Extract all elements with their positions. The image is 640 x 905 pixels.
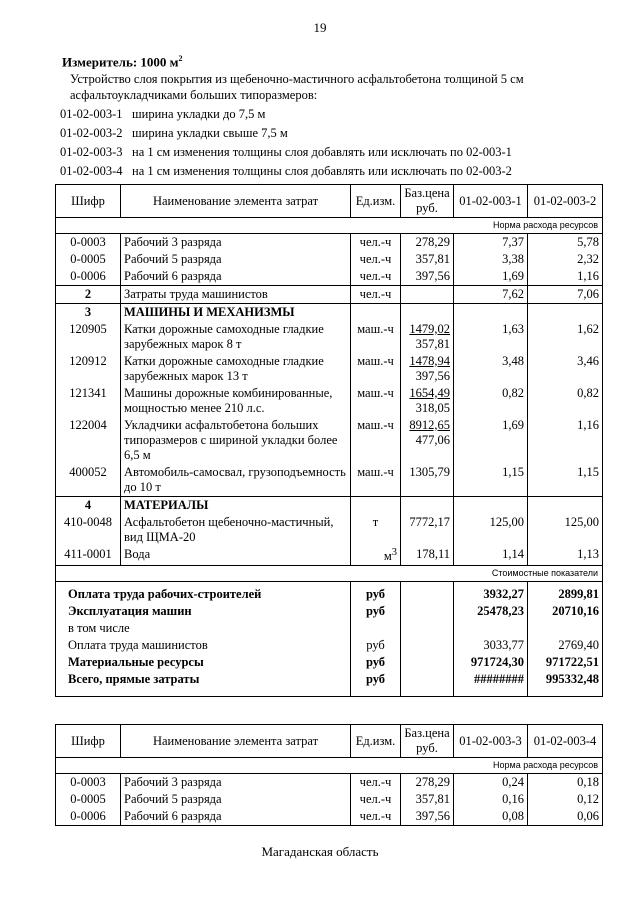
empty-cell bbox=[401, 496, 454, 514]
summary-v2: 995332,48 bbox=[528, 671, 603, 697]
empty-cell bbox=[454, 303, 528, 321]
row-name: Рабочий 3 разряда bbox=[121, 773, 351, 791]
row-v2: 125,00 bbox=[528, 514, 603, 546]
row-v2: 0,12 bbox=[528, 791, 603, 808]
row-v2: 1,62 bbox=[528, 321, 603, 353]
row-name: Укладчики асфальтобетона больших типоразмеров с шириной укладки более 6,5 м bbox=[121, 417, 351, 464]
row-v2: 0,18 bbox=[528, 773, 603, 791]
summary-v1 bbox=[454, 620, 528, 637]
header-v2: 01-02-003-4 bbox=[528, 725, 603, 758]
summary-name: Всего, прямые затраты bbox=[56, 671, 351, 697]
row-code: 400052 bbox=[56, 464, 121, 497]
row-unit: чел.-ч bbox=[351, 808, 401, 826]
empty-cell bbox=[528, 303, 603, 321]
row-unit: чел.-ч bbox=[351, 268, 401, 286]
table-header-row bbox=[56, 185, 603, 218]
summary-row bbox=[56, 637, 603, 654]
row-unit: маш.-ч bbox=[351, 385, 401, 417]
table-row bbox=[56, 773, 603, 791]
table-row bbox=[56, 353, 603, 385]
table-row bbox=[56, 791, 603, 808]
row-name: Затраты труда машинистов bbox=[121, 285, 351, 303]
row-v1: 0,24 bbox=[454, 773, 528, 791]
row-name: Рабочий 6 разряда bbox=[121, 268, 351, 286]
row-code: 0-0005 bbox=[56, 251, 121, 268]
row-name: Рабочий 5 разряда bbox=[121, 791, 351, 808]
code-description: ширина укладки до 7,5 м bbox=[132, 107, 266, 121]
row-name: Автомобиль-самосвал, грузоподъемность до 10 т bbox=[121, 464, 351, 497]
header-code: Шифр bbox=[56, 725, 121, 758]
row-unit: чел.-ч bbox=[351, 233, 401, 251]
footer-region: Магаданская область bbox=[261, 844, 379, 859]
code-id: 01-02-003-3 bbox=[60, 145, 123, 159]
row-name: Асфальтобетон щебеночно-мастичный, вид ЩМА-20 bbox=[121, 514, 351, 546]
empty-cell bbox=[454, 496, 528, 514]
section-title: МАШИНЫ И МЕХАНИЗМЫ bbox=[121, 303, 351, 321]
row-v2: 0,82 bbox=[528, 385, 603, 417]
unit-text: м bbox=[383, 548, 392, 563]
row-unit bbox=[351, 546, 401, 566]
row-v1: 7,37 bbox=[454, 233, 528, 251]
row-price: 397,56 bbox=[401, 268, 454, 286]
row-v1: 1,69 bbox=[454, 268, 528, 286]
header-name: Наименование элемента затрат bbox=[121, 725, 351, 758]
intro-text: Устройство слоя покрытия из щебеночно-мастичного асфальтобетона толщиной 5 см асфальтоукладчиками больших типоразмеров: bbox=[70, 72, 524, 102]
row-name: Рабочий 3 разряда bbox=[121, 233, 351, 251]
price-sub: 318,05 bbox=[415, 400, 450, 415]
summary-row bbox=[56, 671, 603, 697]
row-price: 278,29 bbox=[401, 233, 454, 251]
header-price: Баз.цена руб. bbox=[401, 725, 454, 758]
table-row bbox=[56, 251, 603, 268]
row-name: Рабочий 6 разряда bbox=[121, 808, 351, 826]
row-code: 0-0003 bbox=[56, 773, 121, 791]
row-price bbox=[401, 321, 454, 353]
row-v2: 1,16 bbox=[528, 268, 603, 286]
row-name: Машины дорожные комбинированные, мощностью менее 210 л.с. bbox=[121, 385, 351, 417]
summary-name: Эксплуатация машин bbox=[56, 603, 351, 620]
code-row bbox=[60, 143, 620, 162]
summary-v1: 25478,23 bbox=[454, 603, 528, 620]
row-v2: 5,78 bbox=[528, 233, 603, 251]
price-sub: 397,56 bbox=[415, 368, 450, 383]
row-v2: 7,06 bbox=[528, 285, 603, 303]
row-v1: 3,38 bbox=[454, 251, 528, 268]
table-header-row bbox=[56, 725, 603, 758]
summary-row bbox=[56, 654, 603, 671]
table-row bbox=[56, 385, 603, 417]
empty-cell bbox=[401, 581, 454, 603]
row-code: 120905 bbox=[56, 321, 121, 353]
empty-cell bbox=[401, 620, 454, 637]
row-v1: 125,00 bbox=[454, 514, 528, 546]
row-price: 357,81 bbox=[401, 791, 454, 808]
price-main: 8912,65 bbox=[409, 417, 450, 432]
section-code: 4 bbox=[56, 496, 121, 514]
resource-table-2 bbox=[55, 724, 603, 826]
row-code: 0-0005 bbox=[56, 791, 121, 808]
row-unit: чел.-ч bbox=[351, 791, 401, 808]
summary-name: Оплата труда машинистов bbox=[56, 637, 351, 654]
row-price: 397,56 bbox=[401, 808, 454, 826]
empty-cell bbox=[351, 303, 401, 321]
price-sub: 477,06 bbox=[415, 432, 450, 447]
row-price: 7772,17 bbox=[401, 514, 454, 546]
summary-v2 bbox=[528, 620, 603, 637]
code-row bbox=[60, 162, 620, 181]
row-code: 0-0003 bbox=[56, 233, 121, 251]
row-code: 120912 bbox=[56, 353, 121, 385]
summary-name: Оплата труда рабочих-строителей bbox=[56, 581, 351, 603]
row-code: 0-0006 bbox=[56, 808, 121, 826]
unit-superscript: 3 bbox=[391, 546, 397, 558]
resource-table-1 bbox=[55, 184, 603, 697]
summary-name: в том числе bbox=[56, 620, 351, 637]
code-row bbox=[60, 124, 620, 143]
table-row bbox=[56, 321, 603, 353]
row-price bbox=[401, 417, 454, 464]
measure-label: Измеритель: 1000 м bbox=[62, 54, 179, 70]
row-unit: чел.-ч bbox=[351, 285, 401, 303]
summary-v2: 2899,81 bbox=[528, 581, 603, 603]
row-v2: 1,16 bbox=[528, 417, 603, 464]
summary-v2: 971722,51 bbox=[528, 654, 603, 671]
summary-unit: руб bbox=[351, 671, 401, 697]
empty-cell bbox=[351, 496, 401, 514]
code-description: ширина укладки свыше 7,5 м bbox=[132, 126, 288, 140]
empty-cell bbox=[528, 496, 603, 514]
price-main: 1479,02 bbox=[409, 321, 450, 336]
row-v2: 0,06 bbox=[528, 808, 603, 826]
code-id: 01-02-003-2 bbox=[60, 126, 123, 140]
header-code: Шифр bbox=[56, 185, 121, 218]
measure-superscript: 2 bbox=[178, 54, 183, 63]
row-v1: 1,69 bbox=[454, 417, 528, 464]
summary-v1: 3033,77 bbox=[454, 637, 528, 654]
section-row bbox=[56, 496, 603, 514]
summary-v2: 20710,16 bbox=[528, 603, 603, 620]
header-unit: Ед.изм. bbox=[351, 185, 401, 218]
row-code: 411-0001 bbox=[56, 546, 121, 566]
summary-row bbox=[56, 581, 603, 603]
norm-label-row bbox=[56, 218, 603, 234]
row-v1: 1,15 bbox=[454, 464, 528, 497]
row-price bbox=[401, 353, 454, 385]
table-row bbox=[56, 546, 603, 566]
row-v1: 7,62 bbox=[454, 285, 528, 303]
empty-cell bbox=[401, 671, 454, 697]
summary-unit: руб bbox=[351, 603, 401, 620]
row-price: 178,11 bbox=[401, 546, 454, 566]
header-v1: 01-02-003-1 bbox=[454, 185, 528, 218]
header-v1: 01-02-003-3 bbox=[454, 725, 528, 758]
header-price: Баз.цена руб. bbox=[401, 185, 454, 218]
summary-unit: руб bbox=[351, 581, 401, 603]
summary-name: Материальные ресурсы bbox=[56, 654, 351, 671]
row-name: Катки дорожные самоходные гладкие зарубежных марок 8 т bbox=[121, 321, 351, 353]
section-title: МАТЕРИАЛЫ bbox=[121, 496, 351, 514]
code-id: 01-02-003-1 bbox=[60, 107, 123, 121]
row-v1: 0,08 bbox=[454, 808, 528, 826]
price-main: 1654,49 bbox=[409, 385, 450, 400]
table-row bbox=[56, 417, 603, 464]
row-name: Катки дорожные самоходные гладкие зарубежных марок 13 т bbox=[121, 353, 351, 385]
norm-label: Норма расхода ресурсов bbox=[56, 758, 603, 774]
header-v2: 01-02-003-2 bbox=[528, 185, 603, 218]
code-description: на 1 см изменения толщины слоя добавлять или исключать по 02-003-2 bbox=[132, 164, 512, 178]
table-row bbox=[56, 808, 603, 826]
row-v2: 1,15 bbox=[528, 464, 603, 497]
empty-cell bbox=[401, 637, 454, 654]
summary-unit bbox=[351, 620, 401, 637]
summary-v1: ######## bbox=[454, 671, 528, 697]
table-row bbox=[56, 233, 603, 251]
code-list bbox=[60, 105, 620, 181]
row-v2: 1,13 bbox=[528, 546, 603, 566]
summary-v2: 2769,40 bbox=[528, 637, 603, 654]
norm-label: Норма расхода ресурсов bbox=[56, 218, 603, 234]
norm-label-row bbox=[56, 758, 603, 774]
row-price: 357,81 bbox=[401, 251, 454, 268]
summary-row bbox=[56, 603, 603, 620]
price-main: 1478,94 bbox=[409, 353, 450, 368]
row-unit: маш.-ч bbox=[351, 353, 401, 385]
row-name: Вода bbox=[121, 546, 351, 566]
row-code: 2 bbox=[56, 285, 121, 303]
row-code: 0-0006 bbox=[56, 268, 121, 286]
page-number: 19 bbox=[313, 20, 327, 35]
header-unit: Ед.изм. bbox=[351, 725, 401, 758]
row-code: 122004 bbox=[56, 417, 121, 464]
cost-label: Стоимостные показатели bbox=[56, 565, 603, 581]
code-description: на 1 см изменения толщины слоя добавлять или исключать по 02-003-1 bbox=[132, 145, 512, 159]
table-row bbox=[56, 514, 603, 546]
price-sub: 357,81 bbox=[415, 336, 450, 351]
row-unit: маш.-ч bbox=[351, 417, 401, 464]
header-name: Наименование элемента затрат bbox=[121, 185, 351, 218]
row-v1: 1,14 bbox=[454, 546, 528, 566]
row-v1: 1,63 bbox=[454, 321, 528, 353]
row-price bbox=[401, 285, 454, 303]
code-id: 01-02-003-4 bbox=[60, 164, 123, 178]
cost-label-row bbox=[56, 565, 603, 581]
row-price: 278,29 bbox=[401, 773, 454, 791]
table-row bbox=[56, 285, 603, 303]
summary-unit: руб bbox=[351, 637, 401, 654]
row-code: 121341 bbox=[56, 385, 121, 417]
code-row bbox=[60, 105, 620, 124]
row-name: Рабочий 5 разряда bbox=[121, 251, 351, 268]
empty-cell bbox=[401, 654, 454, 671]
row-unit: маш.-ч bbox=[351, 464, 401, 497]
table-row bbox=[56, 268, 603, 286]
section-row bbox=[56, 303, 603, 321]
row-v1: 0,16 bbox=[454, 791, 528, 808]
row-unit: чел.-ч bbox=[351, 251, 401, 268]
row-price: 1305,79 bbox=[401, 464, 454, 497]
empty-cell bbox=[401, 303, 454, 321]
row-v2: 2,32 bbox=[528, 251, 603, 268]
summary-v1: 971724,30 bbox=[454, 654, 528, 671]
table-row bbox=[56, 464, 603, 497]
row-v1: 3,48 bbox=[454, 353, 528, 385]
row-v1: 0,82 bbox=[454, 385, 528, 417]
row-unit: т bbox=[351, 514, 401, 546]
summary-unit: руб bbox=[351, 654, 401, 671]
row-price bbox=[401, 385, 454, 417]
row-unit: чел.-ч bbox=[351, 773, 401, 791]
measure-heading bbox=[62, 54, 183, 70]
section-code: 3 bbox=[56, 303, 121, 321]
row-code: 410-0048 bbox=[56, 514, 121, 546]
summary-v1: 3932,27 bbox=[454, 581, 528, 603]
row-v2: 3,46 bbox=[528, 353, 603, 385]
empty-cell bbox=[401, 603, 454, 620]
row-unit: маш.-ч bbox=[351, 321, 401, 353]
summary-row bbox=[56, 620, 603, 637]
